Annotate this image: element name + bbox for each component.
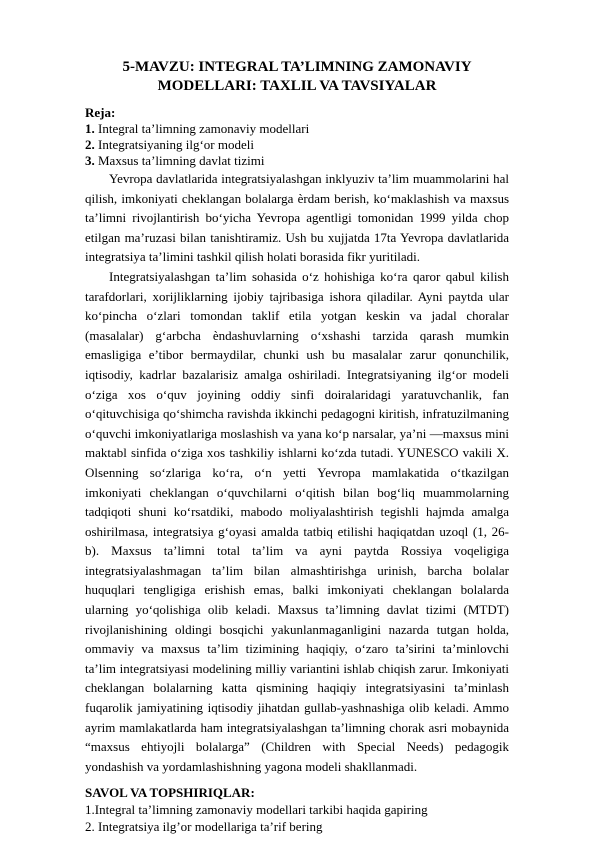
plan-item-text: Integral ta’limning zamonaviy modellari xyxy=(94,121,310,136)
questions-section xyxy=(85,784,509,835)
question-item: 2. Integratsiya ilg’or modellariga ta’rif bering xyxy=(85,819,323,835)
plan-section xyxy=(85,104,509,169)
body-paragraph: Yevropa davlatlarida integratsiyalashgan inklyuziv ta’lim muammolarini hal qilish, imkoniyati cheklangan bolalarga ѐrdam berish, ko‘maklashish va maxsus ta’limni rivojlantirish bo‘yicha Yevropa agentligi tomonidan 1999 yilda chop etilgan ma’ruzasi bilan tanishtiramiz. Ush bu xujjatda 17ta Yevropa davlatlarida integratsiya ta’limini tashkil qilish holati borasida fikr yuritiladi. xyxy=(85,171,509,265)
plan-item-number: 3. xyxy=(85,153,95,168)
plan-item-number: 1. xyxy=(85,121,95,136)
question-item: 1.Integral ta’limning zamonaviy modellari tarkibi haqida gapiring xyxy=(85,802,428,818)
body-paragraph: Integratsiyalashgan ta’lim sohasida o‘z hohishiga ko‘ra qaror qabul kilish tarafdorlari, xorijliklarning ijobiy tajribasiga ishora qiladilar. Ayni paytda ular ko‘pincha o‘zlari tomondan taklif etila yotgan keskin va jadal choralar (masalalar) g‘arbcha ѐndashuvlarning o‘xshashi tarzida qarash mumkin emasligiga e’tibor bermaydilar, chunki ush bu masalalar zarur qonunchilik, iqtisodiy, kadrlar bazalarisiz amalga oshiriladi. Integratsiyaning ilg‘or modeli o‘ziga xos o‘quv joyining oddiy sinfi doiralaridagi yaratuvchanlik, fan o‘qituvchisiga qo‘shimcha ravishda ikkinchi pedagogni kiritish, infratuzilmaning o‘quvchi imkoniyatlariga moslashish va yana ko‘p narsalar, ya’ni ―maxsus mini maktabl sinfida o‘ziga xos tashkiliy ishlarni ko‘zda tutadi. YUNESCO vakili X. Olsenning so‘zlariga ko‘ra, o‘n yetti Yevropa mamlakatida o‘tkazilgan imkoniyati cheklangan o‘quvchilarni o‘qitish bilan bog‘liq muammolarning tadqiqoti shuni ko‘rsatdiki, mabodo moliyalashtirish tegishli hajmda amalga oshirilmasa, integratsiya g‘oyasi amalda tatbiq etilishi haqiqatdan uzoql (1, 26-b). Maxsus ta’limni total ta’lim va ayni paytda Rossiya voqeligiga integratsiyalashmagan ta’lim bilan almashtirishga urinish, barcha bolalar huquqlari tengligiga erishish emas, balki imkoniyati cheklangan bolalarda ularning yo‘qolishiga olib keladi. Maxsus ta’limning davlat tizimi (MTDT) rivojlanishining oldingi bosqichi yakunlanmaganligini nazarda tutgan holda, ommaviy va maxsus ta’lim tizimining haqiqiy, o‘zaro ta’sirini ta’minlovchi ta’lim integratsiyasi modelining milliy variantini ishlab chiqish zarur. Imkoniyati cheklangan bolalarning katta qismining haqiqiy integratsiyasini ta’minlash fuqarolik jamiyatining iqtisodiy jihatdan gullab-yashnashiga olib keladi. Ammo ayrim mamlakatlarda ham integratsiyalashgan ta’limning chorak asri mobaynida “maxsus ehtiyojli bolalarga” (Children with Special Needs) pedagogik yondashish va yordamlashishning yagona modeli shakllanmadi. xyxy=(85,268,509,774)
title-line-1: 5-MAVZU: INTEGRAL TA’LIMNING ZAMONAVIY xyxy=(122,59,472,75)
plan-item-number: 2. xyxy=(85,137,95,152)
plan-item xyxy=(85,121,509,137)
document-title xyxy=(85,58,509,96)
title-line-2: MODELLARI: TAXLIL VA TAVSIYALAR xyxy=(157,78,437,94)
plan-item-text: Maxsus ta’limning davlat tizimi xyxy=(94,153,265,168)
plan-item-text: Integratsiyaning ilg‘or modeli xyxy=(94,137,254,152)
questions-heading: SAVOL VA TOPSHIRIQLAR: xyxy=(85,785,255,801)
plan-heading: Reja: xyxy=(85,105,116,120)
plan-item xyxy=(85,153,509,169)
plan-item xyxy=(85,137,509,153)
document-page xyxy=(85,58,509,835)
